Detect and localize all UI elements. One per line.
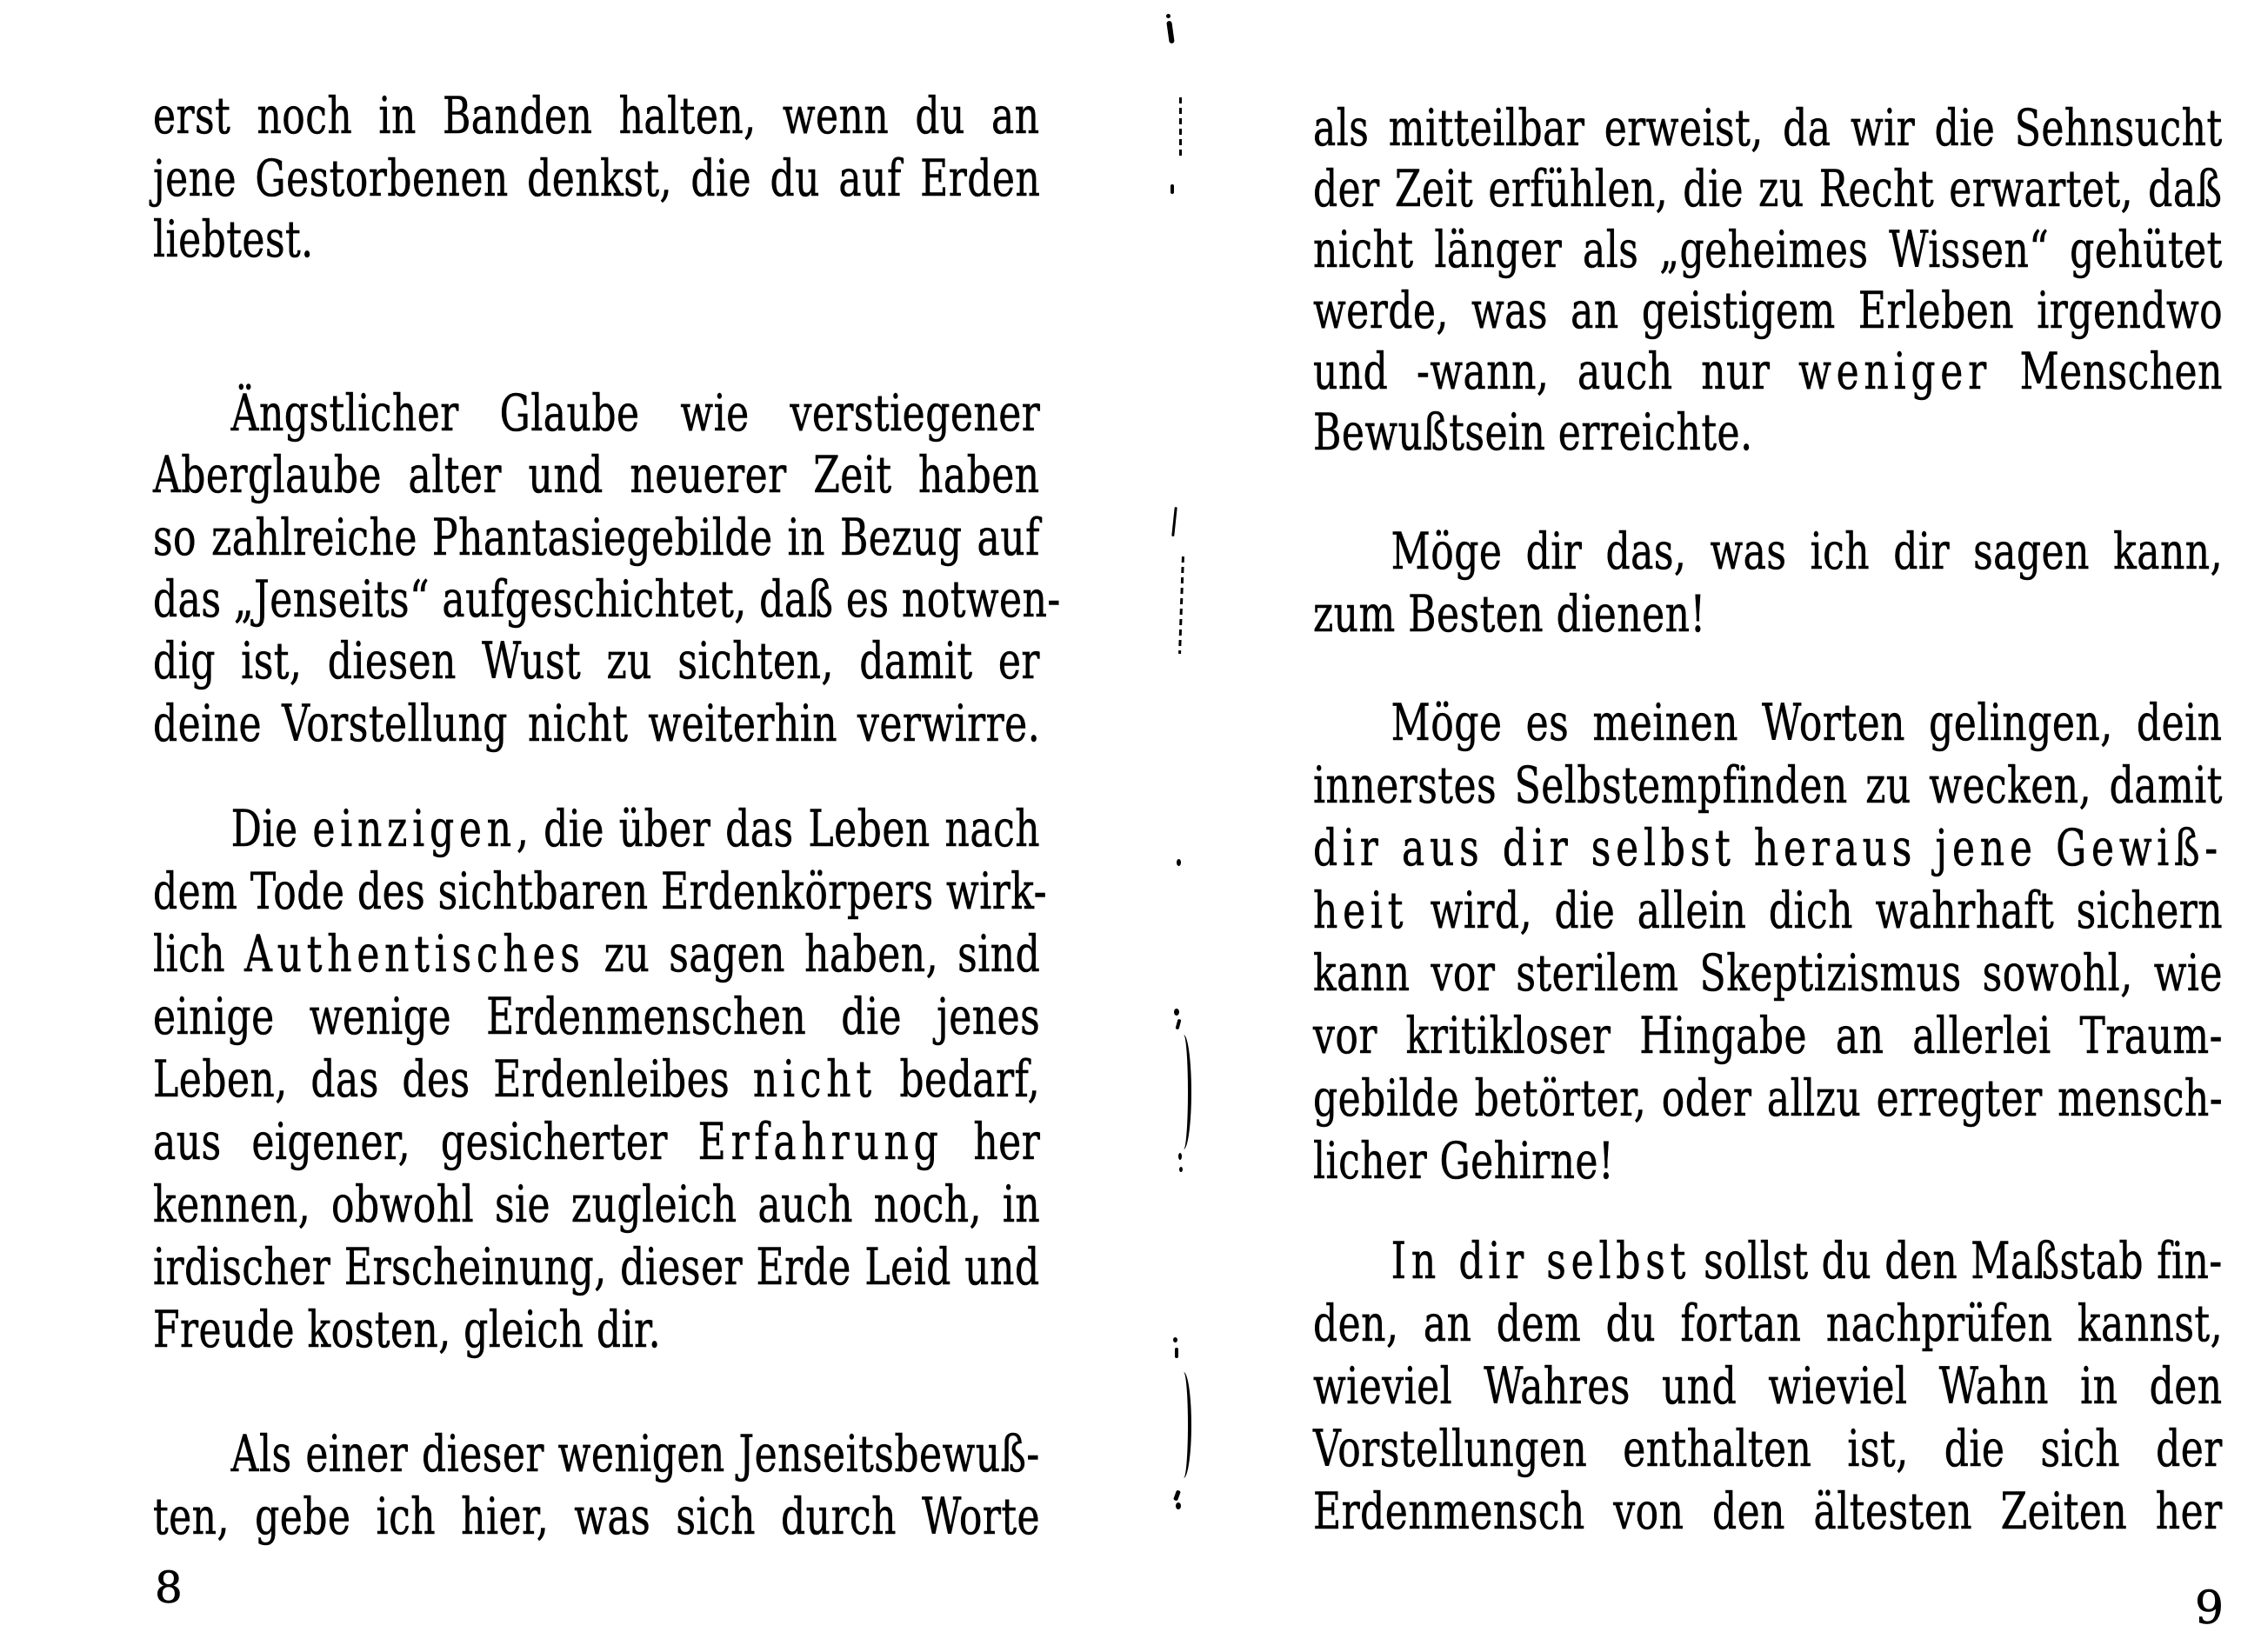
text-line (153, 862, 1047, 921)
text-line (153, 149, 1041, 208)
text-line-content: Die einzigen, die über das Leben nach (230, 799, 1041, 858)
text-line-content: aus eigener, gesicherter Erfahrung her (153, 1112, 1041, 1171)
text-line-content: vor kritikloser Hingabe an allerlei Traum- (1313, 1006, 2224, 1065)
text-line (153, 987, 1041, 1046)
text-line (153, 1487, 1041, 1546)
text-line-content: dem Tode des sichtbaren Erdenkörpers wirk- (153, 862, 1047, 921)
scan-artifact-bar (1171, 507, 1177, 536)
text-line (153, 1237, 1040, 1296)
text-line (153, 1175, 1041, 1234)
text-line (153, 86, 1040, 145)
text-line (153, 1424, 1118, 1483)
text-line-content: Aberglaube alter und neuerer Zeit haben (153, 445, 1040, 504)
text-line (153, 210, 1040, 269)
text-line (153, 1112, 1041, 1171)
text-line (1313, 1419, 2223, 1478)
text-line-content: Vorstellungen enthalten ist, die sich der (1313, 1419, 2223, 1478)
scan-artifact-bar (1166, 21, 1175, 44)
text-line-content: Freude kosten, gleich dir. (153, 1300, 662, 1359)
text-line (153, 570, 1061, 629)
text-line (153, 445, 1040, 504)
text-line-content: kann vor sterilem Skeptizismus sowohl, wie (1313, 943, 2223, 1003)
text-line-content: dig ist, diesen Wust zu sichten, damit er (153, 631, 1040, 690)
text-line (153, 508, 1040, 567)
text-line (153, 1049, 1041, 1109)
text-line-content: deine Vorstellung nicht weiterhin verwirre. (153, 694, 1041, 753)
text-line (1313, 281, 2224, 340)
text-line-content: innerstes Selbstempfinden zu wecken, damit (1313, 756, 2223, 815)
scan-artifact-curve (1176, 1372, 1191, 1478)
text-line (1313, 1356, 2223, 1416)
text-line (153, 799, 1118, 858)
text-line-content: jene Gestorbenen denkst, die du auf Erden (153, 149, 1041, 208)
text-line (1313, 1069, 2224, 1128)
text-line-content: heit wird, die allein dich wahrhaft sichern (1313, 881, 2224, 940)
text-line (1313, 756, 2223, 815)
scan-artifact-dash (1178, 556, 1184, 654)
page-number-right: 9 (2195, 1582, 2224, 1635)
text-line-content: zum Besten dienen! (1313, 584, 1706, 643)
text-line-content: nicht länger als „geheimes Wissen“ gehütet (1313, 220, 2223, 279)
text-line-content: Erdenmensch von den ältesten Zeiten her (1313, 1482, 2223, 1541)
text-line-content: als mitteilbar erweist, da wir die Sehnsucht (1313, 98, 2223, 157)
text-line (1313, 220, 2223, 279)
text-line-content: Möge es meinen Worten gelingen, dein (1391, 693, 2223, 752)
text-line-content: erst noch in Banden halten, wenn du an (153, 86, 1040, 145)
scan-artifact-dot (1179, 1167, 1183, 1172)
text-line (1313, 818, 2223, 877)
scan-artifact-tick (1173, 1490, 1181, 1502)
text-line-content: Möge dir das, was ich dir sagen kann, (1391, 522, 2224, 581)
text-line (1313, 522, 2261, 581)
text-line (1313, 159, 2223, 218)
text-line (1313, 1006, 2224, 1065)
text-line-content: lich Authentisches zu sagen haben, sind (153, 924, 1041, 983)
text-line-content: den, an dem du fortan nachprüfen kannst, (1313, 1294, 2224, 1353)
text-line (1313, 881, 2224, 940)
text-line (153, 1300, 1040, 1359)
text-line (1313, 403, 2223, 462)
text-line (153, 924, 1041, 983)
text-line-content: der Zeit erfühlen, die zu Recht erwartet, daß (1313, 159, 2223, 218)
scan-artifact-dot (1177, 859, 1181, 866)
text-line-content: das „Jenseits“ aufgeschichtet, daß es notwen- (153, 570, 1061, 629)
text-line-content: einige wenige Erdenmenschen die jenes (153, 987, 1041, 1046)
text-line-content: kennen, obwohl sie zugleich auch noch, in (153, 1175, 1041, 1234)
text-line (1313, 693, 2261, 752)
text-line (153, 694, 1041, 753)
text-line-content: In dir selbst sollst du den Maßstab fin- (1391, 1231, 2223, 1290)
text-line-content: und -wann, auch nur weniger Menschen (1313, 342, 2223, 401)
text-line-content: gebilde betörter, oder allzu erregter mensch- (1313, 1069, 2224, 1128)
text-line-content: irdischer Erscheinung, dieser Erde Leid und (153, 1237, 1040, 1296)
text-line (1313, 943, 2223, 1003)
text-line (1313, 1131, 2223, 1190)
scan-artifact-dot (1173, 1337, 1177, 1342)
text-line-content: Leben, das des Erdenleibes nicht bedarf, (153, 1049, 1041, 1109)
scan-artifact-curve (1176, 1035, 1191, 1149)
text-line-content: ten, gebe ich hier, was sich durch Worte (153, 1487, 1041, 1546)
scan-artifact-dot (1166, 14, 1171, 18)
page-number-left: 8 (155, 1562, 183, 1613)
text-line (1313, 1294, 2224, 1353)
scan-artifact-dot (1174, 1009, 1179, 1016)
text-line-content: licher Gehirne! (1313, 1131, 1615, 1190)
text-line-content: so zahlreiche Phantasiegebilde in Bezug auf (153, 508, 1040, 567)
text-line-content: Ängstlicher Glaube wie verstiegener (230, 383, 1041, 443)
text-line-content: liebtest. (153, 210, 314, 269)
text-line-content: Bewußtsein erreichte. (1313, 403, 1753, 462)
text-line (1313, 342, 2223, 401)
text-line (1313, 1482, 2223, 1541)
scan-artifact-dot (1176, 1502, 1181, 1509)
scan-artifact-tick (1176, 1019, 1182, 1030)
scan-artifact-tick (1175, 1348, 1178, 1358)
text-line-content: Als einer dieser wenigen Jenseitsbewuß- (230, 1424, 1040, 1483)
text-line-content: werde, was an geistigem Erleben irgendwo (1313, 281, 2224, 340)
text-line (153, 631, 1040, 690)
scan-artifact-dot (1178, 1153, 1182, 1160)
text-line (153, 383, 1118, 443)
text-line-content: wieviel Wahres und wieviel Wahn in den (1313, 1356, 2223, 1416)
text-line-content: dir aus dir selbst heraus jene Gewiß- (1313, 818, 2223, 877)
text-line (1313, 584, 2223, 643)
text-line (1313, 98, 2223, 157)
scan-artifact-tick (1171, 184, 1174, 194)
scan-artifact-dash (1179, 97, 1182, 160)
text-line (1313, 1231, 2261, 1290)
